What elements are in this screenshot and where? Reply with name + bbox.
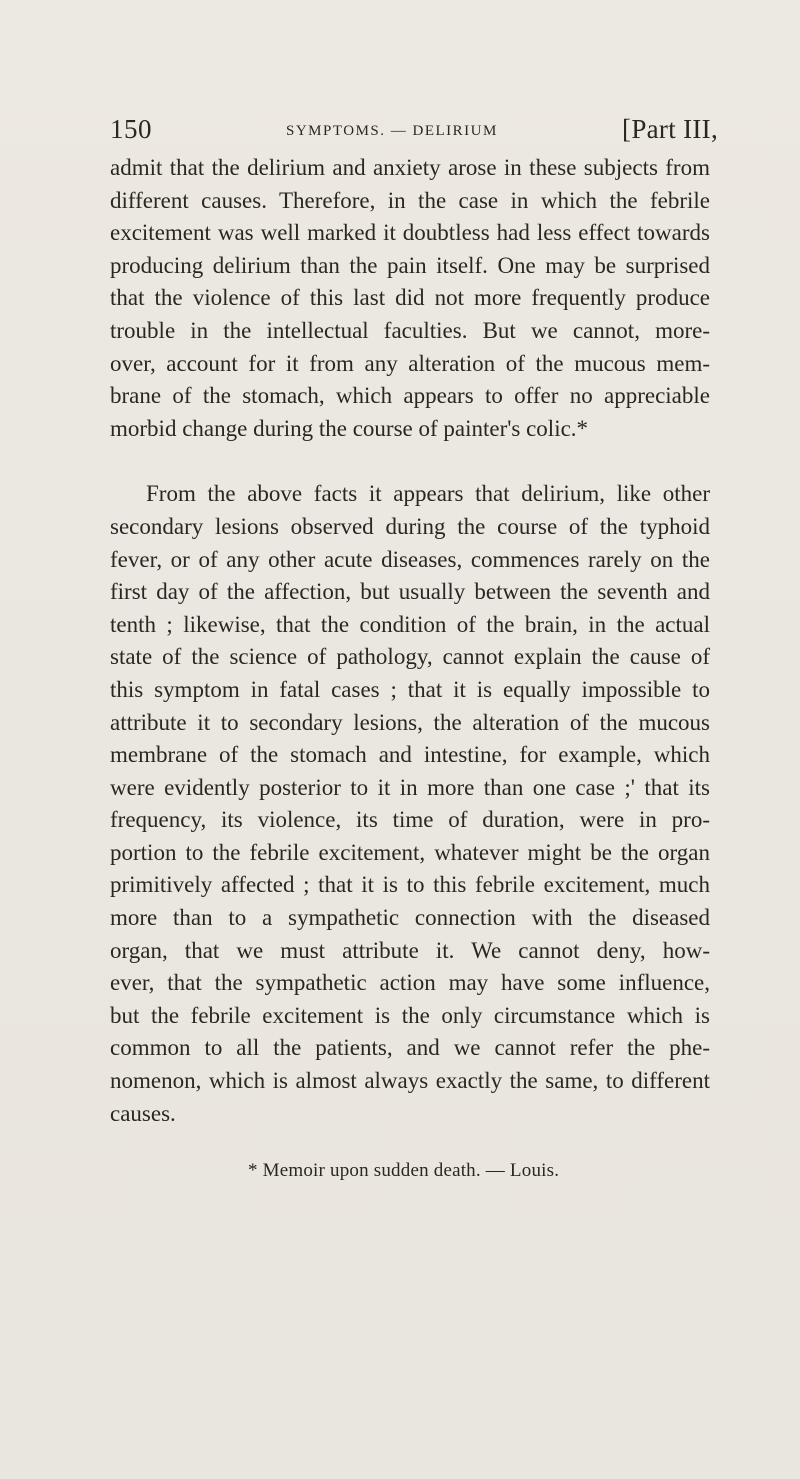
text-line: were evidently posterior to it in more than one case ;' that its (110, 774, 710, 800)
text-line: frequency, its violence, its time of duration, were in pro- (110, 807, 710, 833)
text-line: excitement was well marked it doubtless had less effect towards (110, 220, 710, 246)
text-line: state of the science of pathology, cannot explain the cause of (110, 644, 710, 670)
text-line: this symptom in fatal cases ; that it is equally impossible to (110, 676, 710, 702)
text-line: first day of the affection, but usually between the seventh and (110, 579, 710, 605)
text-line: causes. (110, 1100, 176, 1126)
text-line: different causes. Therefore, in the case in which the febrile (110, 187, 710, 213)
text-line: brane of the stomach, which appears to offer no appreciable (110, 383, 710, 409)
page-number: 150 (110, 114, 152, 144)
text-line: tenth ; likewise, that the condition of the brain, in the actual (110, 611, 710, 637)
body-text (110, 152, 710, 1130)
text-line: more than to a sympathetic connection with the diseased (110, 905, 710, 931)
text-line: From the above facts it appears that delirium, like other (146, 481, 710, 507)
text-line: membrane of the stomach and intestine, for example, which (110, 742, 710, 768)
text-line: ever, that the sympathetic action may have some influence, (110, 970, 710, 996)
text-line: trouble in the intellectual faculties. But we cannot, more- (110, 317, 710, 343)
paragraph-1 (110, 152, 710, 445)
text-line: producing delirium than the pain itself. One may be surprised (110, 252, 710, 278)
text-line: nomenon, which is almost always exactly the same, to different (110, 1068, 710, 1094)
text-line: common to all the patients, and we cannot refer the phe- (110, 1035, 710, 1061)
footnote: * Memoir upon sudden death. — Louis. (248, 1160, 560, 1181)
text-line: secondary lesions observed during the course of the typhoid (110, 513, 710, 539)
running-title: SYMPTOMS. — DELIRIUM (286, 123, 498, 139)
text-line: fever, or of any other acute diseases, commences rarely on the (110, 546, 710, 572)
part-label: [Part III, (622, 114, 718, 144)
paragraph-2 (110, 478, 710, 1130)
text-line: attribute it to secondary lesions, the alteration of the mucous (110, 709, 710, 735)
text-line: organ, that we must attribute it. We cannot deny, how- (110, 937, 710, 963)
text-line: but the febrile excitement is the only circumstance which is (110, 1002, 710, 1028)
text-line: primitively affected ; that it is to this febrile excitement, much (110, 872, 710, 898)
text-line: morbid change during the course of painter's colic.* (110, 415, 589, 441)
text-line: over, account for it from any alteration of the mucous mem- (110, 350, 710, 376)
text-line: portion to the febrile excitement, whatever might be the organ (110, 839, 710, 865)
text-line: admit that the delirium and anxiety arose in these subjects from (110, 155, 710, 180)
text-line: that the violence of this last did not more frequently produce (110, 285, 710, 311)
page-header (110, 112, 718, 148)
